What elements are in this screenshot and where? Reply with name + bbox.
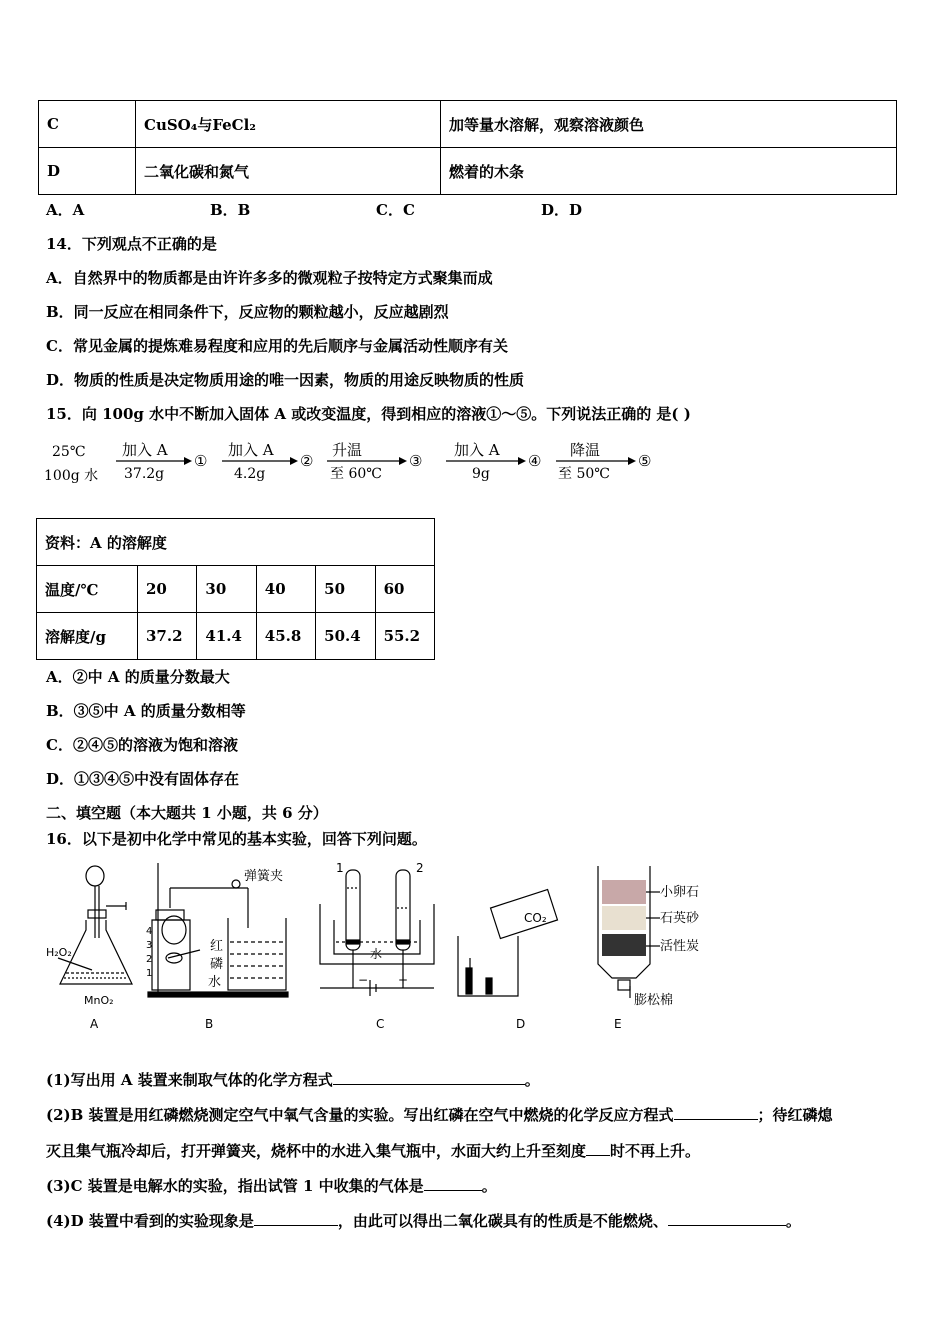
flow-step-above: 加入 A: [228, 441, 274, 459]
flow-step-above: 加入 A: [122, 441, 168, 459]
q14-option-b[interactable]: B．同一反应在相同条件下，反应物的颗粒越小，反应越剧烈: [46, 303, 449, 321]
flow-step-result: ④: [528, 452, 542, 470]
q15-option-d[interactable]: D．①③④⑤中没有固体存在: [46, 770, 240, 788]
q16-answer-blank-2[interactable]: [674, 1105, 758, 1120]
flow-step-below: 4.2g: [234, 466, 266, 482]
q15-option-c[interactable]: C．②④⑤的溶液为饱和溶液: [46, 736, 238, 754]
b-mark: 1: [146, 968, 153, 979]
temp-label: 温度/℃: [37, 566, 138, 613]
q16-part1-end: 。: [524, 1071, 540, 1089]
q16-part3-end: 。: [481, 1177, 497, 1195]
fig-label-a: A: [90, 1017, 99, 1031]
q16-part2-line2: [46, 1140, 700, 1161]
flow-start-water: 100g 水: [44, 468, 99, 484]
row-method: 燃着的木条: [441, 148, 897, 195]
row-method: 加等量水溶解，观察溶液颜色: [441, 101, 897, 148]
temp-cell: 60: [375, 566, 434, 613]
q16-part4-text: (4)D 装置中看到的实验现象是: [46, 1212, 254, 1230]
q16-part4-end: 。: [785, 1212, 801, 1230]
b-clamp-label: 弹簧夹: [244, 869, 284, 884]
e-layer-label: 膨松棉: [634, 993, 674, 1008]
q16-part2-text-c: 灭且集气瓶冷却后，打开弹簧夹，烧杯中的水进入集气瓶中，水面大约上升至刻度: [46, 1142, 587, 1160]
solubility-cell: 37.2: [138, 613, 197, 660]
experiment-apparatus-figure: [40, 858, 720, 1038]
q16-answer-blank-4[interactable]: [424, 1176, 482, 1191]
q16-part2-line1: [46, 1104, 833, 1125]
q15-stem: 15．向 100g 水中不断加入固体 A 或改变温度，得到相应的溶液①～⑤。下列说法正确的 是( ): [46, 405, 691, 423]
q16-part4: [46, 1210, 801, 1231]
a-mno2-label: MnO₂: [84, 994, 114, 1007]
flow-step-above: 降温: [570, 441, 601, 459]
c-plus-label: +: [398, 973, 409, 987]
b-mark: 4: [146, 926, 153, 937]
flow-step-result: ③: [409, 452, 423, 470]
q16-answer-blank-5[interactable]: [254, 1211, 338, 1226]
q16-part2-text: (2)B 装置是用红磷燃烧测定空气中氧气含量的实验。写出红磷在空气中燃烧的化学反应方程式: [46, 1106, 674, 1124]
q14-stem: 14．下列观点不正确的是: [46, 235, 217, 253]
q13-option-c[interactable]: C．C: [376, 201, 415, 219]
apparatus-e: [598, 866, 700, 1031]
solubility-cell: 41.4: [197, 613, 256, 660]
fig-label-d: D: [516, 1017, 526, 1031]
q16-part2-text-b: ；待红磷熄: [757, 1106, 833, 1124]
q16-answer-blank-3[interactable]: [586, 1141, 610, 1156]
fig-label-c: C: [376, 1017, 385, 1031]
b-mark: 2: [146, 954, 153, 965]
solubility-cell: 55.2: [375, 613, 434, 660]
fig-label-b: B: [205, 1017, 214, 1031]
apparatus-a: [46, 866, 132, 1031]
e-layer-label: 活性炭: [660, 939, 700, 954]
c-tube1-label: 1: [336, 861, 344, 875]
flow-step-below: 至 60℃: [330, 466, 382, 482]
solubility-caption: 资料：A 的溶解度: [37, 519, 435, 566]
solubility-cell: 45.8: [256, 613, 315, 660]
solubility-table: [36, 518, 435, 660]
e-layer-label: 石英砂: [660, 911, 700, 926]
temp-cell: 30: [197, 566, 256, 613]
solubility-label: 溶解度/g: [37, 613, 138, 660]
q14-option-c[interactable]: C．常见金属的提炼难易程度和应用的先后顺序与金属活动性顺序有关: [46, 337, 508, 355]
q13-option-a[interactable]: A．A: [46, 201, 85, 219]
flow-step-result: ①: [194, 452, 208, 470]
q16-answer-blank-6[interactable]: [668, 1211, 786, 1226]
q16-answer-blank-1[interactable]: [333, 1070, 525, 1085]
q16-part3-text: (3)C 装置是电解水的实验，指出试管 1 中收集的气体是: [46, 1177, 424, 1195]
q13-option-d[interactable]: D．D: [541, 201, 583, 219]
b-red-label: 红: [210, 939, 224, 954]
q16-part1: [46, 1069, 540, 1090]
row-substances: CuSO₄与FeCl₂: [136, 101, 441, 148]
fig-label-e: E: [614, 1017, 622, 1031]
flow-step-below: 至 50℃: [558, 466, 610, 482]
q15-option-b[interactable]: B．③⑤中 A 的质量分数相等: [46, 702, 246, 720]
flow-step-above: 升温: [332, 441, 363, 459]
apparatus-d: [458, 890, 557, 1031]
b-phos-label: 磷: [210, 957, 224, 972]
section-title: 二、填空题（本大题共 1 小题，共 6 分）: [46, 804, 328, 822]
q16-part1-text: (1)写出用 A 装置来制取气体的化学方程式: [46, 1071, 333, 1089]
solubility-cell: 50.4: [316, 613, 375, 660]
apparatus-c: [320, 861, 434, 1031]
q14-option-d[interactable]: D．物质的性质是决定物质用途的唯一因素，物质的用途反映物质的性质: [46, 371, 525, 389]
b-mark: 3: [146, 940, 153, 951]
q16-part2-text-d: 时不再上升。: [610, 1142, 701, 1160]
b-water-label: 水: [208, 975, 222, 990]
c-water-label: 水: [370, 947, 383, 961]
flow-step-above: 加入 A: [454, 441, 500, 459]
c-tube2-label: 2: [416, 861, 424, 875]
q16-part4-text-b: ，由此可以得出二氧化碳具有的性质是不能燃烧、: [337, 1212, 668, 1230]
apparatus-b: [146, 863, 288, 1031]
q13-option-b[interactable]: B．B: [210, 201, 251, 219]
temp-cell: 20: [138, 566, 197, 613]
c-minus-label: −: [358, 973, 369, 987]
q13-table: [38, 100, 897, 195]
q16-stem: 16．以下是初中化学中常见的基本实验，回答下列问题。: [46, 830, 427, 848]
flow-step-result: ⑤: [638, 452, 652, 470]
row-substances: 二氧化碳和氮气: [136, 148, 441, 195]
flow-start-temp: 25℃: [52, 444, 86, 460]
d-co2-label: CO₂: [524, 911, 547, 925]
flow-step-below: 37.2g: [124, 466, 165, 482]
flow-step-result: ②: [300, 452, 314, 470]
q14-option-a[interactable]: A．自然界中的物质都是由许许多多的微观粒子按特定方式聚集而成: [46, 269, 493, 287]
q15-option-a[interactable]: A．②中 A 的质量分数最大: [46, 668, 230, 686]
temp-cell: 50: [316, 566, 375, 613]
temp-cell: 40: [256, 566, 315, 613]
e-layer-label: 小卵石: [660, 885, 700, 900]
q16-part3: [46, 1175, 497, 1196]
row-label: D: [39, 148, 136, 195]
q15-flow-diagram: [44, 438, 694, 490]
a-h2o2-label: H₂O₂: [46, 946, 72, 959]
flow-step-below: 9g: [472, 466, 490, 482]
row-label: C: [39, 101, 136, 148]
